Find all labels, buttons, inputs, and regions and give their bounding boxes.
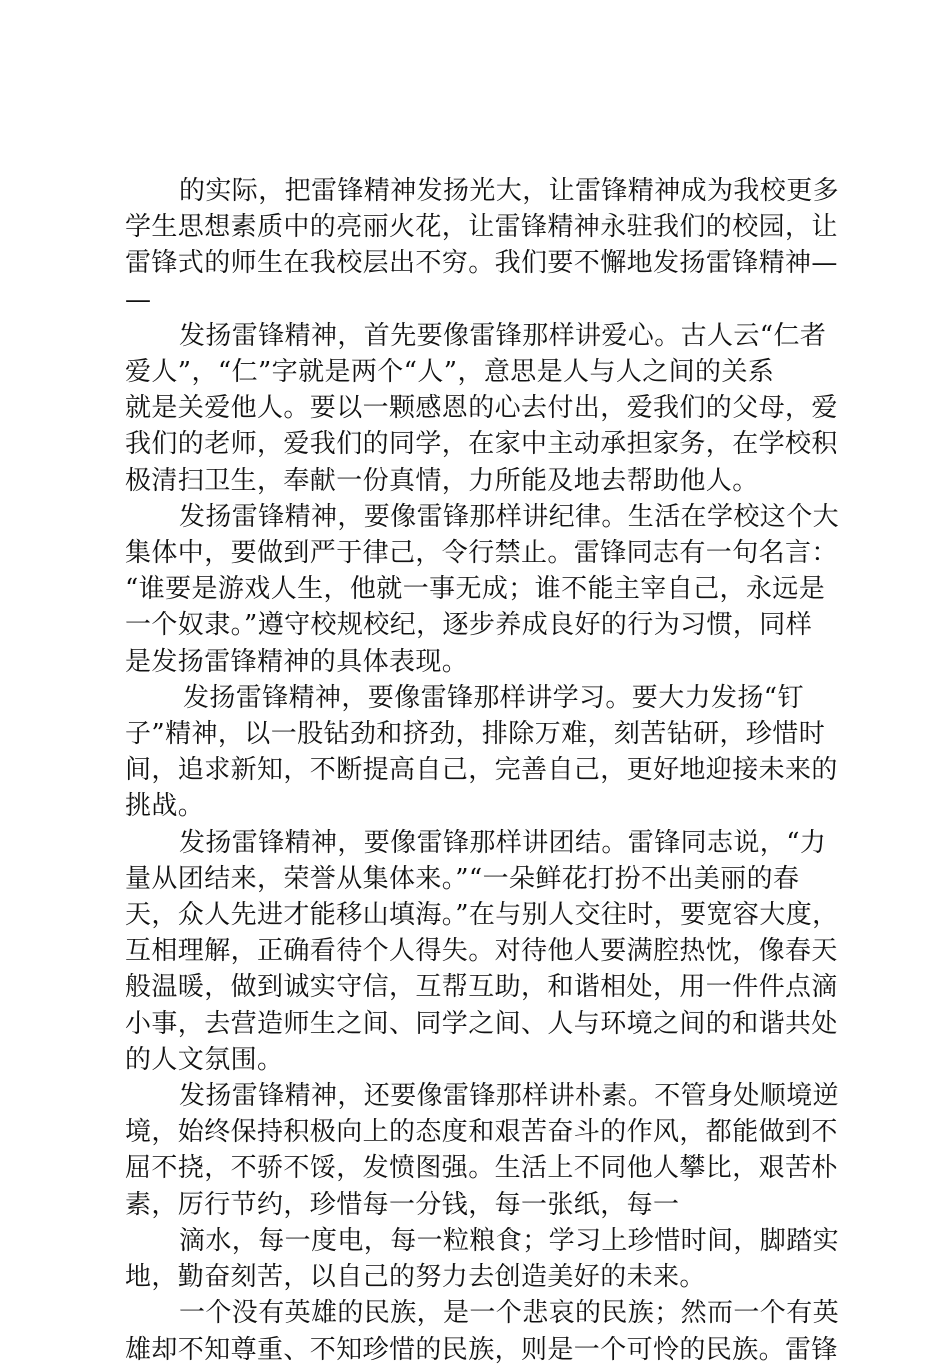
text-line: 集体中，要做到严于律己，令行禁止。雷锋同志有一句名言： — [125, 538, 838, 569]
text-line: 雄却不知尊重、不知珍惜的民族，则是一个可怜的民族。雷锋 — [125, 1334, 838, 1365]
text-line: 互相理解，正确看待个人得失。对待他人要满腔热忱，像春天 — [125, 936, 838, 967]
paragraph-7 — [125, 1223, 840, 1295]
text-line: 滴水，每一度电，每一粒粮食；学习上珍惜时间，脚踏实 — [179, 1225, 840, 1256]
text-line: 小事，去营造师生之间、同学之间、人与环境之间的和谐共处 — [125, 1008, 838, 1039]
text-line: 发扬雷锋精神，还要像雷锋那样讲朴素。不管身处顺境逆 — [179, 1081, 840, 1112]
paragraph-4 — [125, 680, 838, 825]
text-line: 境，始终保持积极向上的态度和艰苦奋斗的作风，都能做到不 — [125, 1117, 838, 1148]
text-line: 素，厉行节约，珍惜每一分钱，每一张纸，每一 — [125, 1189, 680, 1220]
text-line: 我们的老师，爱我们的同学，在家中主动承担家务，在学校积 — [125, 429, 838, 460]
text-line: 的实际，把雷锋精神发扬光大，让雷锋精神成为我校更多 — [179, 176, 840, 206]
text-line: 学生思想素质中的亮丽火花，让雷锋精神永驻我们的校园，让 — [125, 212, 838, 243]
text-line: 的人文氛围。 — [125, 1044, 284, 1075]
text-line: 间，追求新知，不断提高自己，完善自己，更好地迎接未来的 — [125, 755, 838, 786]
text-line: 挑战。 — [125, 791, 205, 822]
text-line: — — [125, 284, 152, 315]
paragraph-1 — [125, 173, 840, 318]
text-line: 爱人”，“仁”字就是两个“人”，意思是人与人之间的关系 — [125, 357, 775, 388]
text-line: 发扬雷锋精神，要像雷锋那样讲纪律。生活在学校这个大 — [179, 501, 840, 532]
paragraph-5 — [125, 825, 839, 1078]
text-line: 屈不挠，不骄不馁，发愤图强。生活上不同他人攀比，艰苦朴 — [125, 1153, 838, 1184]
text-line: 量从团结来，荣誉从集体来。”“一朵鲜花打扮不出美丽的春 — [125, 863, 800, 894]
text-line: 一个奴隶。”遵守校规校纪，逐步养成良好的行为习惯，同样 — [125, 610, 813, 641]
text-line: 是发扬雷锋精神的具体表现。 — [125, 646, 469, 677]
body-text — [125, 173, 840, 1368]
text-line: 就是关爱他人。要以一颗感恩的心去付出，爱我们的父母，爱 — [125, 393, 838, 424]
text-line: 天，众人先进才能移山填海。”在与别人交往时，要宽容大度， — [125, 900, 839, 931]
text-line: 雷锋式的师生在我校层出不穷。我们要不懈地发扬雷锋精神— — [125, 248, 838, 279]
text-line: “谁要是游戏人生，他就一事无成；谁不能主宰自己，永远是 — [125, 574, 826, 605]
text-line: 一个没有英雄的民族，是一个悲哀的民族；然而一个有英 — [179, 1298, 840, 1329]
paragraph-8 — [125, 1295, 840, 1367]
text-line: 极清扫卫生，奉献一份真情，力所能及地去帮助他人。 — [125, 465, 759, 496]
paragraph-6 — [125, 1078, 840, 1223]
paragraph-3 — [125, 499, 840, 680]
paragraph-2 — [125, 318, 838, 499]
text-line: 般温暖，做到诚实守信，互帮互助，和谐相处，用一件件点滴 — [125, 972, 838, 1003]
text-line: 子”精神，以一股钻劲和挤劲，排除万难，刻苦钻研，珍惜时 — [125, 719, 826, 750]
text-line: 地，勤奋刻苦，以自己的努力去创造美好的未来。 — [125, 1262, 706, 1293]
text-line: 发扬雷锋精神，要像雷锋那样讲学习。要大力发扬“钉 — [183, 682, 804, 713]
text-line: 发扬雷锋精神，要像雷锋那样讲团结。雷锋同志说，“力 — [179, 827, 827, 858]
text-line: 发扬雷锋精神，首先要像雷锋那样讲爱心。古人云“仁者 — [179, 320, 827, 351]
